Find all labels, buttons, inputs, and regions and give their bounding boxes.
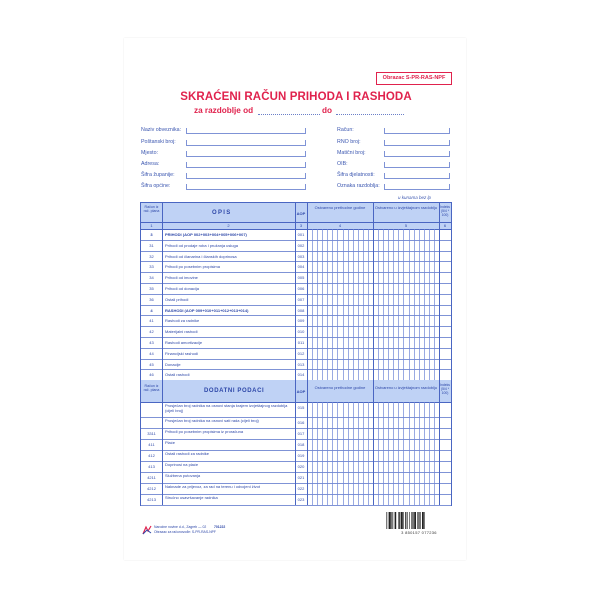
digit-grid-line <box>327 402 328 505</box>
row2-description: Naknade za prijevoz, za rad na terenu i odvojeni život <box>165 485 260 490</box>
left-field-input[interactable] <box>186 184 306 190</box>
left-field-label: Poštanski broj: <box>141 139 176 145</box>
row-account: 31 <box>149 242 154 248</box>
row-aop: 007 <box>297 296 305 302</box>
row-divider <box>141 369 451 370</box>
row-description: PRIHODI (AOP 002+003+004+005+006+007) <box>165 232 247 237</box>
row-account: 34 <box>149 275 154 281</box>
digit-grid-line <box>419 229 420 380</box>
row-divider <box>141 305 451 306</box>
row-account: 43 <box>149 340 154 345</box>
row-aop: 003 <box>297 253 305 259</box>
right-field-input[interactable] <box>384 128 450 134</box>
row-account: 33 <box>149 264 154 270</box>
digit-grid-line <box>322 229 323 380</box>
digit-grid-line <box>409 229 410 380</box>
digit-grid-line <box>383 402 384 505</box>
row-description: Prihodi od donacija <box>165 286 200 291</box>
right-field-input[interactable] <box>384 140 450 146</box>
right-field-input[interactable] <box>384 173 450 179</box>
right-field-label: RNO broj: <box>337 139 361 145</box>
row-account: 32 <box>149 253 154 259</box>
row-account: 41 <box>149 318 154 324</box>
digit-grid-line <box>337 229 338 380</box>
row2-divider <box>141 494 451 495</box>
row-aop: 005 <box>297 275 305 281</box>
row-aop: 014 <box>297 372 305 378</box>
right-field-input[interactable] <box>384 184 450 190</box>
report-table <box>140 202 452 506</box>
row-divider <box>141 294 451 295</box>
row2-account: 412 <box>148 453 155 459</box>
period-label: za razdoblje od <box>194 106 254 115</box>
row2-aop: 021 <box>297 475 305 481</box>
digit-grid-line <box>424 229 425 380</box>
row-description: RASHODI (AOP 009+010+011+012+013+014) <box>165 307 249 313</box>
digit-grid-line <box>343 402 344 505</box>
barcode-icon <box>384 512 454 530</box>
digit-grid-line <box>429 229 430 380</box>
period-to-line[interactable] <box>336 114 404 115</box>
digit-grid-line <box>409 402 410 505</box>
digit-grid-line <box>353 229 354 380</box>
row2-aop: 018 <box>297 442 305 448</box>
row2-account: 3311 <box>147 431 156 437</box>
row-divider <box>141 337 451 338</box>
row2-aop: 016 <box>297 420 305 426</box>
digit-grid-line <box>419 402 420 505</box>
right-field-label: Matični broj: <box>337 150 366 156</box>
row-description: Prihodi od imovine <box>165 275 198 281</box>
row-divider <box>141 315 451 316</box>
digit-grid-line <box>414 229 415 380</box>
column-number: 5 <box>404 223 408 228</box>
header-divider <box>141 229 451 230</box>
digit-grid-line <box>429 402 430 505</box>
row-aop: 009 <box>297 318 305 324</box>
column-number: 6 <box>443 223 447 228</box>
row-description: Prihodi od članarina i članskih doprinosa <box>165 253 237 259</box>
row2-aop: 017 <box>297 431 305 437</box>
row-divider <box>141 326 451 327</box>
row2-divider <box>141 505 451 506</box>
row-description: Financijski rashodi <box>165 350 198 356</box>
row-aop: 006 <box>297 286 305 291</box>
digit-grid-line <box>358 229 359 380</box>
row2-description: Doprinosi na plaće <box>165 463 199 468</box>
row2-account: 4212 <box>147 486 156 492</box>
row-aop: 011 <box>297 340 305 345</box>
left-field-input[interactable] <box>186 140 306 146</box>
digit-grid-line <box>424 402 425 505</box>
digit-grid-line <box>358 402 359 505</box>
header2-divider <box>141 402 451 403</box>
row-aop: 013 <box>297 361 305 367</box>
column-number: 1 <box>150 223 153 228</box>
header2-account: Račun iz rač. plana <box>143 384 160 393</box>
period-to-label: do <box>322 106 333 115</box>
row2-aop: 022 <box>297 486 305 492</box>
header2-current-period: Ostvareno u izvještajnom razdoblju <box>374 386 438 391</box>
row-account: 3 <box>150 232 153 237</box>
left-field-label: Šifra županije: <box>141 172 175 178</box>
row-description: Materijalni rashodi <box>165 329 198 335</box>
row2-divider <box>141 439 451 440</box>
digit-grid-line <box>368 402 369 505</box>
header2-aop: AOP <box>296 389 306 395</box>
row-description: Ostali rashodi <box>165 372 190 378</box>
row-divider <box>141 251 451 252</box>
row-divider <box>141 348 451 349</box>
row2-aop: 023 <box>297 497 305 503</box>
row-account: 42 <box>149 329 154 335</box>
digit-grid-line <box>343 229 344 380</box>
digit-grid-line <box>317 402 318 505</box>
left-field-input[interactable] <box>186 151 306 157</box>
column-divider <box>307 203 308 505</box>
digit-grid-line <box>363 402 364 505</box>
right-field-label: OIB: <box>337 161 348 167</box>
digit-grid-line <box>337 402 338 505</box>
left-field-label: Adresa: <box>141 161 160 167</box>
publisher-logo-icon <box>142 525 152 535</box>
left-field-label: Mjesto: <box>141 150 159 156</box>
row2-description: Plaće <box>165 441 176 446</box>
period-from-line[interactable] <box>258 114 320 115</box>
header-prev-year: Ostvareno prethodne godine <box>314 206 366 210</box>
column-divider <box>295 203 296 505</box>
row-account: 45 <box>149 361 154 367</box>
row2-description: Prosječan broj radnika na osnovi stanja krajem izvještajnog razdoblja (cijeli broj) <box>165 404 288 413</box>
row-divider <box>141 240 451 241</box>
row-account: 44 <box>149 350 154 356</box>
row-description: Donacije <box>165 361 181 367</box>
digit-grid-line <box>388 229 389 380</box>
digit-grid-line <box>332 402 333 505</box>
row2-divider <box>141 450 451 451</box>
row-description: Prihodi od prodaje roba i pružanja usluga <box>165 242 238 248</box>
row-aop: 001 <box>297 232 305 237</box>
row2-divider <box>141 417 451 418</box>
digit-grid-line <box>414 402 415 505</box>
digit-grid-line <box>332 229 333 380</box>
row2-description: Prosječan broj radnika na osnovi sati rada (cijeli broj) <box>165 419 259 424</box>
row2-aop: 019 <box>297 453 305 459</box>
header-account: Račun iz rač. plana <box>143 205 160 213</box>
right-field-input[interactable] <box>384 162 450 168</box>
column-number: 3 <box>299 223 303 228</box>
column-divider <box>373 203 374 505</box>
left-field-input[interactable] <box>186 162 306 168</box>
digit-grid-line <box>378 229 379 380</box>
header2-prev-year: Ostvareno prethodne godine <box>314 386 366 391</box>
header-current-period: Ostvareno u izvještajnom razdoblju <box>374 206 438 210</box>
row-account: 4 <box>150 307 153 313</box>
row2-account: 413 <box>148 464 155 470</box>
left-field-label: Naziv obveznika: <box>141 127 182 133</box>
footer-publisher: Narodne novine d.d., Zagreb — 02 <box>154 525 207 529</box>
row-aop: 010 <box>297 329 305 335</box>
digit-grid-line <box>317 229 318 380</box>
form-title: SKRAĆENI RAČUN PRIHODA I RASHODA <box>180 91 412 103</box>
row-description: Rashodi amortizacije <box>165 340 203 345</box>
right-field-label: Račun: <box>337 127 354 133</box>
digit-grid-line <box>383 229 384 380</box>
digit-grid-line <box>327 229 328 380</box>
footer-item-code: 701222 <box>214 525 226 529</box>
digit-grid-line <box>388 402 389 505</box>
row-divider <box>141 283 451 284</box>
left-field-input[interactable] <box>186 173 306 179</box>
row2-description: Stručno usavršavanje radnika <box>165 496 218 501</box>
row2-divider <box>141 472 451 473</box>
row2-account: 4213 <box>147 497 156 503</box>
row-aop: 002 <box>297 242 305 248</box>
digit-grid-line <box>348 229 349 380</box>
column-number: 4 <box>338 223 342 228</box>
digit-grid-line <box>434 229 435 380</box>
row-aop: 012 <box>297 350 305 356</box>
digit-grid-line <box>434 402 435 505</box>
barcode-number: 3 850157 077236 <box>401 530 437 535</box>
digit-grid-line <box>393 229 394 380</box>
column-divider <box>162 203 163 505</box>
row-description: Prihodi po posebnim propisima <box>165 264 220 270</box>
digit-grid-line <box>398 402 399 505</box>
digit-grid-line <box>348 402 349 505</box>
header-aop: AOP <box>296 211 306 216</box>
digit-grid-line <box>403 402 404 505</box>
row2-divider <box>141 428 451 429</box>
digit-grid-line <box>368 229 369 380</box>
column-number: 2 <box>227 223 230 228</box>
row2-account: 411 <box>148 442 155 448</box>
row2-divider <box>141 483 451 484</box>
unit-note: u kunama bez lp <box>398 195 432 200</box>
left-field-label: Šifra općine: <box>141 183 171 189</box>
header2-description: DODATNI PODACI <box>204 388 265 395</box>
digit-grid-line <box>363 229 364 380</box>
right-field-input[interactable] <box>384 151 450 157</box>
row-divider <box>141 261 451 262</box>
row2-aop: 015 <box>297 405 305 411</box>
row2-divider <box>141 461 451 462</box>
digit-grid-line <box>312 229 313 380</box>
row-description: Rashodi za radnike <box>165 318 200 324</box>
form-code-badge: Obrazac S-PR-RAS-NPF <box>376 72 452 85</box>
row2-description: Ostali rashodi za radnike <box>165 452 210 457</box>
column-divider <box>439 203 440 505</box>
digit-grid-line <box>322 402 323 505</box>
row-account: 35 <box>149 286 154 291</box>
row-divider <box>141 272 451 273</box>
row-aop: 008 <box>297 307 305 313</box>
row-account: 36 <box>149 296 154 302</box>
row-description: Ostali prihodi <box>165 296 189 302</box>
right-field-label: Šifra djelatnosti: <box>337 172 375 178</box>
row2-description: Službena putovanja <box>165 474 201 479</box>
row-divider <box>141 359 451 360</box>
footer-form-line: Obrazac za računovođe: S-PR-RAS-NPF <box>154 530 216 534</box>
row2-description: Prihodi po posebnim propisima iz proračuna <box>165 430 244 435</box>
digit-grid-line <box>312 402 313 505</box>
row-aop: 004 <box>297 264 305 270</box>
row-account: 46 <box>149 372 154 378</box>
right-field-label: Oznaka razdoblja: <box>337 183 380 189</box>
header2-index: Indeks (5/4 * 100) <box>440 383 450 396</box>
header-index: Indeks (5/4 * 100) <box>440 205 450 217</box>
header-description: OPIS <box>212 210 232 216</box>
digit-grid-line <box>353 402 354 505</box>
digit-grid-line <box>398 229 399 380</box>
left-field-input[interactable] <box>186 128 306 134</box>
row2-account: 4211 <box>147 475 156 481</box>
digit-grid-line <box>393 402 394 505</box>
digit-grid-line <box>378 402 379 505</box>
row2-aop: 020 <box>297 464 305 470</box>
digit-grid-line <box>403 229 404 380</box>
